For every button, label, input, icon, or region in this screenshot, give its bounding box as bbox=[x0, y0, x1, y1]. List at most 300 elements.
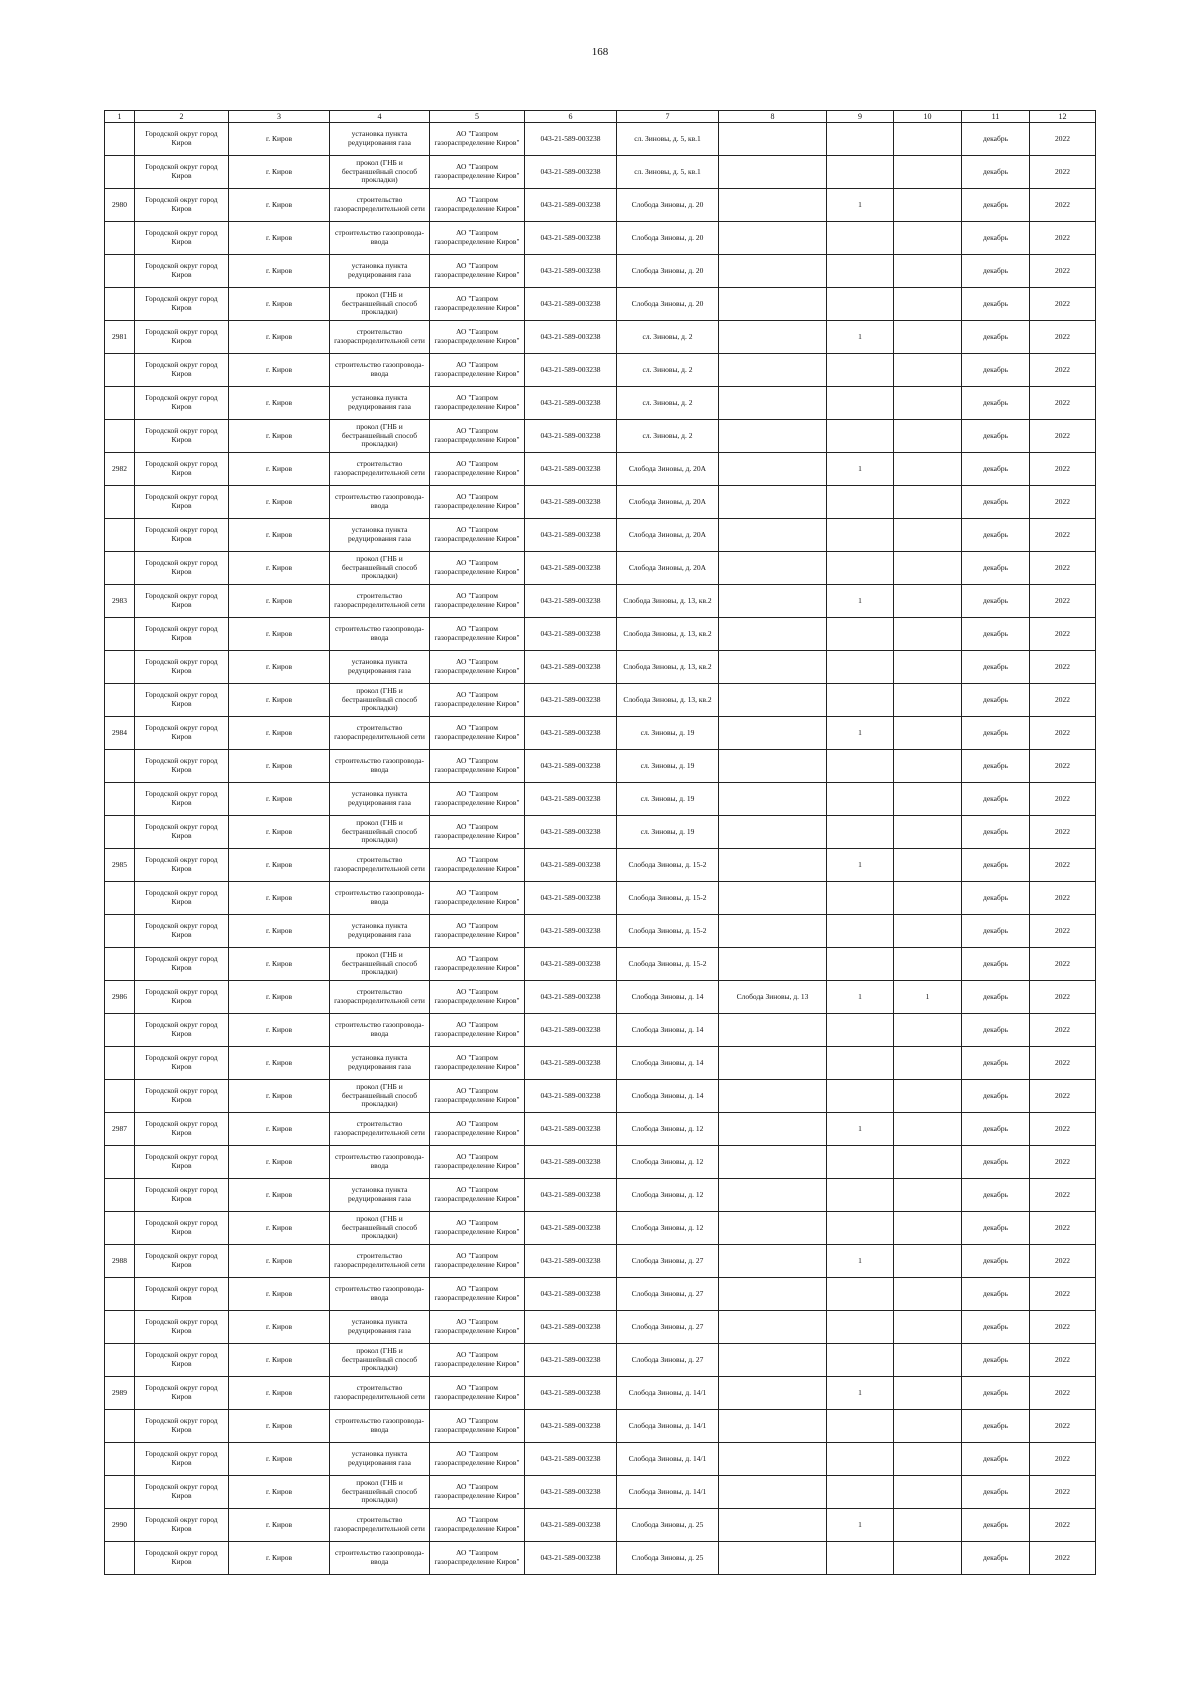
month-cell-text: декабрь bbox=[983, 398, 1008, 407]
address-cell bbox=[617, 1344, 719, 1377]
year-cell bbox=[1030, 321, 1096, 354]
address-cell-text: Слобода Зиновы, д. 27 bbox=[631, 1355, 704, 1364]
code-cell bbox=[525, 486, 617, 519]
col10-cell bbox=[894, 1212, 962, 1245]
month-cell bbox=[962, 354, 1030, 387]
col9-cell bbox=[827, 585, 894, 618]
row-number bbox=[105, 486, 135, 519]
year-cell bbox=[1030, 750, 1096, 783]
organization-cell-text: АО "Газпром газораспределение Киров" bbox=[434, 1384, 520, 1401]
year-cell-text: 2022 bbox=[1055, 431, 1070, 440]
col10-cell bbox=[894, 717, 962, 750]
year-cell bbox=[1030, 552, 1096, 585]
row-number-text: 2980 bbox=[112, 200, 127, 209]
month-cell-text: декабрь bbox=[983, 266, 1008, 275]
city-cell bbox=[229, 1278, 330, 1311]
district-cell-text: Городской округ город Киров bbox=[145, 823, 218, 840]
organization-cell-text: АО "Газпром газораспределение Киров" bbox=[434, 526, 520, 543]
month-cell-text: декабрь bbox=[983, 1124, 1008, 1133]
code-cell bbox=[525, 1179, 617, 1212]
address-2-cell bbox=[719, 981, 827, 1014]
address-2-cell bbox=[719, 882, 827, 915]
city-cell-text: г. Киров bbox=[265, 629, 293, 638]
work-type-cell-text: строительство газопровода-ввода bbox=[335, 1021, 424, 1038]
header-row bbox=[105, 111, 1096, 123]
address-cell bbox=[617, 1245, 719, 1278]
address-cell-text: сл. Зиновы, д. 19 bbox=[640, 827, 695, 836]
organization-cell-text: АО "Газпром газораспределение Киров" bbox=[434, 163, 520, 180]
work-type-cell-text: установка пункта редуцирования газа bbox=[348, 922, 411, 939]
col10-cell bbox=[894, 1443, 962, 1476]
address-2-cell bbox=[719, 420, 827, 453]
code-cell bbox=[525, 1080, 617, 1113]
city-cell bbox=[229, 1179, 330, 1212]
col9-cell-text: 1 bbox=[858, 860, 862, 869]
code-cell-text: 043-21-589-003238 bbox=[540, 1157, 601, 1166]
address-cell-text: Слобода Зиновы, д. 27 bbox=[631, 1256, 704, 1265]
city-cell bbox=[229, 1047, 330, 1080]
col9-cell bbox=[827, 1509, 894, 1542]
work-type-cell bbox=[330, 1443, 430, 1476]
table-row bbox=[105, 1146, 1096, 1179]
city-cell bbox=[229, 552, 330, 585]
city-cell bbox=[229, 1113, 330, 1146]
district-cell bbox=[135, 1542, 229, 1575]
district-cell bbox=[135, 222, 229, 255]
code-cell-text: 043-21-589-003238 bbox=[540, 431, 601, 440]
city-cell-text: г. Киров bbox=[265, 893, 293, 902]
city-cell-text: г. Киров bbox=[265, 1553, 293, 1562]
col10-cell bbox=[894, 1179, 962, 1212]
city-cell bbox=[229, 717, 330, 750]
work-type-cell-text: строительство газораспределительной сети bbox=[334, 1384, 425, 1401]
address-2-cell bbox=[719, 1047, 827, 1080]
organization-cell bbox=[430, 1212, 525, 1245]
address-cell-text: Слобода Зиновы, д. 20А bbox=[628, 563, 707, 572]
work-type-cell bbox=[330, 1344, 430, 1377]
work-type-cell-text: строительство газопровода-ввода bbox=[335, 625, 424, 642]
row-number-text: 2983 bbox=[112, 596, 127, 605]
city-cell bbox=[229, 321, 330, 354]
work-type-cell-text: установка пункта редуцирования газа bbox=[348, 1450, 411, 1467]
city-cell-text: г. Киров bbox=[265, 266, 293, 275]
col10-cell bbox=[894, 1014, 962, 1047]
col10-cell bbox=[894, 981, 962, 1014]
organization-cell-text: АО "Газпром газораспределение Киров" bbox=[434, 1021, 520, 1038]
month-cell bbox=[962, 684, 1030, 717]
organization-cell bbox=[430, 519, 525, 552]
district-cell-text: Городской округ город Киров bbox=[145, 1450, 218, 1467]
district-cell-text: Городской округ город Киров bbox=[145, 1153, 218, 1170]
code-cell-text: 043-21-589-003238 bbox=[540, 992, 601, 1001]
year-cell bbox=[1030, 222, 1096, 255]
month-cell-text: декабрь bbox=[983, 794, 1008, 803]
district-cell bbox=[135, 288, 229, 321]
city-cell-text: г. Киров bbox=[265, 398, 293, 407]
organization-cell-text: АО "Газпром газораспределение Киров" bbox=[434, 757, 520, 774]
district-cell-text: Городской округ город Киров bbox=[145, 295, 218, 312]
year-cell bbox=[1030, 1278, 1096, 1311]
column-header-10: 10 bbox=[894, 111, 962, 123]
code-cell-text: 043-21-589-003238 bbox=[540, 134, 601, 143]
district-cell bbox=[135, 849, 229, 882]
month-cell-text: декабрь bbox=[983, 530, 1008, 539]
code-cell bbox=[525, 981, 617, 1014]
year-cell bbox=[1030, 1377, 1096, 1410]
month-cell bbox=[962, 783, 1030, 816]
year-cell-text: 2022 bbox=[1055, 1223, 1070, 1232]
district-cell bbox=[135, 948, 229, 981]
address-2-cell bbox=[719, 948, 827, 981]
col9-cell bbox=[827, 651, 894, 684]
year-cell bbox=[1030, 783, 1096, 816]
month-cell bbox=[962, 189, 1030, 222]
district-cell bbox=[135, 1047, 229, 1080]
code-cell bbox=[525, 651, 617, 684]
code-cell-text: 043-21-589-003238 bbox=[540, 167, 601, 176]
col10-cell bbox=[894, 288, 962, 321]
row-number-text: 2988 bbox=[112, 1256, 127, 1265]
year-cell-text: 2022 bbox=[1055, 728, 1070, 737]
table-row bbox=[105, 1509, 1096, 1542]
code-cell bbox=[525, 453, 617, 486]
address-2-cell bbox=[719, 156, 827, 189]
district-cell-text: Городской округ город Киров bbox=[145, 427, 218, 444]
address-cell-text: сл. Зиновы, д. 5, кв.1 bbox=[634, 134, 701, 143]
month-cell bbox=[962, 1509, 1030, 1542]
year-cell bbox=[1030, 1212, 1096, 1245]
city-cell-text: г. Киров bbox=[265, 1520, 293, 1529]
district-cell bbox=[135, 651, 229, 684]
month-cell-text: декабрь bbox=[983, 629, 1008, 638]
row-number bbox=[105, 222, 135, 255]
work-type-cell bbox=[330, 519, 430, 552]
district-cell-text: Городской округ город Киров bbox=[145, 625, 218, 642]
district-cell-text: Городской округ город Киров bbox=[145, 526, 218, 543]
row-number bbox=[105, 156, 135, 189]
organization-cell bbox=[430, 1542, 525, 1575]
col10-cell bbox=[894, 123, 962, 156]
city-cell bbox=[229, 1311, 330, 1344]
year-cell bbox=[1030, 1146, 1096, 1179]
organization-cell bbox=[430, 1410, 525, 1443]
col10-cell bbox=[894, 552, 962, 585]
col10-cell bbox=[894, 189, 962, 222]
address-cell-text: Слобода Зиновы, д. 20 bbox=[631, 266, 704, 275]
work-type-cell bbox=[330, 651, 430, 684]
address-cell bbox=[617, 1113, 719, 1146]
month-cell bbox=[962, 1410, 1030, 1443]
district-cell bbox=[135, 552, 229, 585]
address-cell-text: Слобода Зиновы, д. 20А bbox=[628, 530, 707, 539]
organization-cell-text: АО "Газпром газораспределение Киров" bbox=[434, 658, 520, 675]
year-cell-text: 2022 bbox=[1055, 233, 1070, 242]
work-type-cell bbox=[330, 783, 430, 816]
table-row bbox=[105, 288, 1096, 321]
city-cell-text: г. Киров bbox=[265, 1454, 293, 1463]
work-type-cell bbox=[330, 354, 430, 387]
district-cell-text: Городской округ город Киров bbox=[145, 1120, 218, 1137]
col9-cell bbox=[827, 1146, 894, 1179]
table-body bbox=[105, 123, 1096, 1575]
organization-cell bbox=[430, 1047, 525, 1080]
city-cell-text: г. Киров bbox=[265, 695, 293, 704]
city-cell bbox=[229, 981, 330, 1014]
organization-cell bbox=[430, 816, 525, 849]
row-number bbox=[105, 1344, 135, 1377]
address-2-cell bbox=[719, 1146, 827, 1179]
column-header-2: 2 bbox=[135, 111, 229, 123]
district-cell bbox=[135, 783, 229, 816]
row-number bbox=[105, 1509, 135, 1542]
city-cell bbox=[229, 1014, 330, 1047]
col9-cell bbox=[827, 1179, 894, 1212]
code-cell bbox=[525, 1311, 617, 1344]
address-cell bbox=[617, 1080, 719, 1113]
row-number-text: 2987 bbox=[112, 1124, 127, 1133]
district-cell bbox=[135, 1476, 229, 1509]
col10-cell bbox=[894, 1476, 962, 1509]
work-type-cell bbox=[330, 981, 430, 1014]
address-cell-text: сл. Зиновы, д. 2 bbox=[642, 365, 693, 374]
month-cell-text: декабрь bbox=[983, 1487, 1008, 1496]
month-cell-text: декабрь bbox=[983, 695, 1008, 704]
month-cell bbox=[962, 420, 1030, 453]
address-cell-text: Слобода Зиновы, д. 13, кв.2 bbox=[623, 695, 712, 704]
district-cell bbox=[135, 189, 229, 222]
organization-cell bbox=[430, 1443, 525, 1476]
city-cell-text: г. Киров bbox=[265, 860, 293, 869]
address-cell bbox=[617, 189, 719, 222]
row-number bbox=[105, 1146, 135, 1179]
city-cell-text: г. Киров bbox=[265, 1091, 293, 1100]
year-cell-text: 2022 bbox=[1055, 1157, 1070, 1166]
month-cell-text: декабрь bbox=[983, 1322, 1008, 1331]
address-cell-text: Слобода Зиновы, д. 15-2 bbox=[628, 860, 707, 869]
col10-cell bbox=[894, 519, 962, 552]
year-cell-text: 2022 bbox=[1055, 629, 1070, 638]
col9-cell bbox=[827, 222, 894, 255]
city-cell-text: г. Киров bbox=[265, 1124, 293, 1133]
district-cell-text: Городской округ город Киров bbox=[145, 1417, 218, 1434]
work-type-cell bbox=[330, 717, 430, 750]
city-cell bbox=[229, 1344, 330, 1377]
address-cell bbox=[617, 1014, 719, 1047]
organization-cell bbox=[430, 651, 525, 684]
city-cell-text: г. Киров bbox=[265, 761, 293, 770]
work-type-cell-text: строительство газопровода-ввода bbox=[335, 1153, 424, 1170]
row-number bbox=[105, 288, 135, 321]
address-2-cell bbox=[719, 354, 827, 387]
column-header-3: 3 bbox=[229, 111, 330, 123]
col9-cell bbox=[827, 1476, 894, 1509]
organization-cell bbox=[430, 750, 525, 783]
code-cell bbox=[525, 123, 617, 156]
year-cell bbox=[1030, 420, 1096, 453]
district-cell bbox=[135, 915, 229, 948]
work-type-cell bbox=[330, 1212, 430, 1245]
col9-cell bbox=[827, 1443, 894, 1476]
col10-cell bbox=[894, 1278, 962, 1311]
month-cell-text: декабрь bbox=[983, 200, 1008, 209]
district-cell-text: Городской округ город Киров bbox=[145, 988, 218, 1005]
col9-cell bbox=[827, 981, 894, 1014]
row-number bbox=[105, 123, 135, 156]
col9-cell bbox=[827, 1113, 894, 1146]
row-number bbox=[105, 1476, 135, 1509]
table-row bbox=[105, 156, 1096, 189]
code-cell bbox=[525, 156, 617, 189]
year-cell bbox=[1030, 1080, 1096, 1113]
organization-cell-text: АО "Газпром газораспределение Киров" bbox=[434, 229, 520, 246]
address-cell bbox=[617, 684, 719, 717]
table-row bbox=[105, 1344, 1096, 1377]
address-cell bbox=[617, 981, 719, 1014]
address-cell-text: Слобода Зиновы, д. 12 bbox=[631, 1124, 704, 1133]
table-row bbox=[105, 981, 1096, 1014]
month-cell bbox=[962, 552, 1030, 585]
row-number bbox=[105, 618, 135, 651]
month-cell-text: декабрь bbox=[983, 1355, 1008, 1364]
organization-cell bbox=[430, 882, 525, 915]
organization-cell bbox=[430, 123, 525, 156]
year-cell bbox=[1030, 849, 1096, 882]
code-cell-text: 043-21-589-003238 bbox=[540, 695, 601, 704]
month-cell bbox=[962, 453, 1030, 486]
organization-cell bbox=[430, 420, 525, 453]
district-cell-text: Городской округ город Киров bbox=[145, 955, 218, 972]
code-cell bbox=[525, 849, 617, 882]
address-cell bbox=[617, 1410, 719, 1443]
year-cell-text: 2022 bbox=[1055, 464, 1070, 473]
month-cell-text: декабрь bbox=[983, 926, 1008, 935]
month-cell-text: декабрь bbox=[983, 596, 1008, 605]
year-cell-text: 2022 bbox=[1055, 332, 1070, 341]
col10-cell-text: 1 bbox=[925, 992, 930, 1001]
table-row bbox=[105, 189, 1096, 222]
page-number: 168 bbox=[591, 46, 609, 58]
district-cell-text: Городской округ город Киров bbox=[145, 361, 218, 378]
organization-cell bbox=[430, 1014, 525, 1047]
work-type-cell-text: установка пункта редуцирования газа bbox=[348, 262, 411, 279]
organization-cell bbox=[430, 387, 525, 420]
code-cell bbox=[525, 1212, 617, 1245]
code-cell bbox=[525, 1509, 617, 1542]
code-cell bbox=[525, 387, 617, 420]
city-cell-text: г. Киров bbox=[265, 167, 293, 176]
month-cell-text: декабрь bbox=[983, 233, 1008, 242]
district-cell-text: Городской округ город Киров bbox=[145, 559, 218, 576]
address-cell-text: Слобода Зиновы, д. 14 bbox=[631, 1091, 704, 1100]
year-cell-text: 2022 bbox=[1055, 1388, 1070, 1397]
city-cell-text: г. Киров bbox=[265, 992, 293, 1001]
address-cell bbox=[617, 1278, 719, 1311]
address-cell bbox=[617, 816, 719, 849]
address-2-cell bbox=[719, 1476, 827, 1509]
city-cell-text: г. Киров bbox=[265, 530, 293, 539]
year-cell-text: 2022 bbox=[1055, 1355, 1070, 1364]
code-cell-text: 043-21-589-003238 bbox=[540, 497, 601, 506]
city-cell-text: г. Киров bbox=[265, 497, 293, 506]
month-cell-text: декабрь bbox=[983, 893, 1008, 902]
district-cell bbox=[135, 1443, 229, 1476]
address-cell bbox=[617, 849, 719, 882]
work-type-cell-text: строительство газопровода-ввода bbox=[335, 229, 424, 246]
row-number bbox=[105, 1443, 135, 1476]
year-cell-text: 2022 bbox=[1055, 1124, 1070, 1133]
district-cell-text: Городской округ город Киров bbox=[145, 163, 218, 180]
address-2-cell bbox=[719, 519, 827, 552]
col9-cell bbox=[827, 1014, 894, 1047]
district-cell bbox=[135, 354, 229, 387]
work-type-cell-text: строительство газораспределительной сети bbox=[334, 856, 425, 873]
row-number-text: 2984 bbox=[112, 728, 127, 737]
table-row bbox=[105, 1014, 1096, 1047]
year-cell-text: 2022 bbox=[1055, 530, 1070, 539]
row-number-text: 2986 bbox=[112, 992, 127, 1001]
col9-cell bbox=[827, 915, 894, 948]
address-cell-text: Слобода Зиновы, д. 12 bbox=[631, 1157, 704, 1166]
organization-cell bbox=[430, 915, 525, 948]
address-cell bbox=[617, 255, 719, 288]
col9-cell bbox=[827, 882, 894, 915]
table-row bbox=[105, 1080, 1096, 1113]
col9-cell bbox=[827, 1047, 894, 1080]
col10-cell bbox=[894, 255, 962, 288]
address-2-cell bbox=[719, 717, 827, 750]
code-cell-text: 043-21-589-003238 bbox=[540, 1553, 601, 1562]
address-cell-text: Слобода Зиновы, д. 12 bbox=[631, 1190, 704, 1199]
code-cell-text: 043-21-589-003238 bbox=[540, 266, 601, 275]
code-cell bbox=[525, 321, 617, 354]
district-cell bbox=[135, 453, 229, 486]
code-cell-text: 043-21-589-003238 bbox=[540, 1421, 601, 1430]
city-cell-text: г. Киров bbox=[265, 1289, 293, 1298]
address-cell-text: Слобода Зиновы, д. 27 bbox=[631, 1289, 704, 1298]
district-cell bbox=[135, 123, 229, 156]
row-number bbox=[105, 1410, 135, 1443]
city-cell bbox=[229, 453, 330, 486]
address-2-cell bbox=[719, 1443, 827, 1476]
work-type-cell-text: строительство газопровода-ввода bbox=[335, 757, 424, 774]
column-header-11: 11 bbox=[962, 111, 1030, 123]
work-type-cell bbox=[330, 1113, 430, 1146]
work-type-cell-text: прокол (ГНБ и бестраншейный способ прокладки) bbox=[341, 159, 418, 185]
year-cell bbox=[1030, 651, 1096, 684]
district-cell bbox=[135, 1014, 229, 1047]
organization-cell bbox=[430, 1278, 525, 1311]
month-cell-text: декабрь bbox=[983, 959, 1008, 968]
organization-cell-text: АО "Газпром газораспределение Киров" bbox=[434, 1285, 520, 1302]
organization-cell bbox=[430, 222, 525, 255]
year-cell bbox=[1030, 1179, 1096, 1212]
district-cell-text: Городской округ город Киров bbox=[145, 691, 218, 708]
col9-cell bbox=[827, 948, 894, 981]
work-type-cell-text: прокол (ГНБ и бестраншейный способ прокладки) bbox=[341, 1347, 418, 1373]
year-cell-text: 2022 bbox=[1055, 200, 1070, 209]
address-2-cell bbox=[719, 1542, 827, 1575]
city-cell bbox=[229, 486, 330, 519]
city-cell-text: г. Киров bbox=[265, 1355, 293, 1364]
month-cell bbox=[962, 1377, 1030, 1410]
address-2-cell bbox=[719, 321, 827, 354]
month-cell bbox=[962, 849, 1030, 882]
work-type-cell-text: строительство газораспределительной сети bbox=[334, 1120, 425, 1137]
organization-cell bbox=[430, 288, 525, 321]
row-number bbox=[105, 1014, 135, 1047]
col9-cell bbox=[827, 453, 894, 486]
code-cell-text: 043-21-589-003238 bbox=[540, 1520, 601, 1529]
